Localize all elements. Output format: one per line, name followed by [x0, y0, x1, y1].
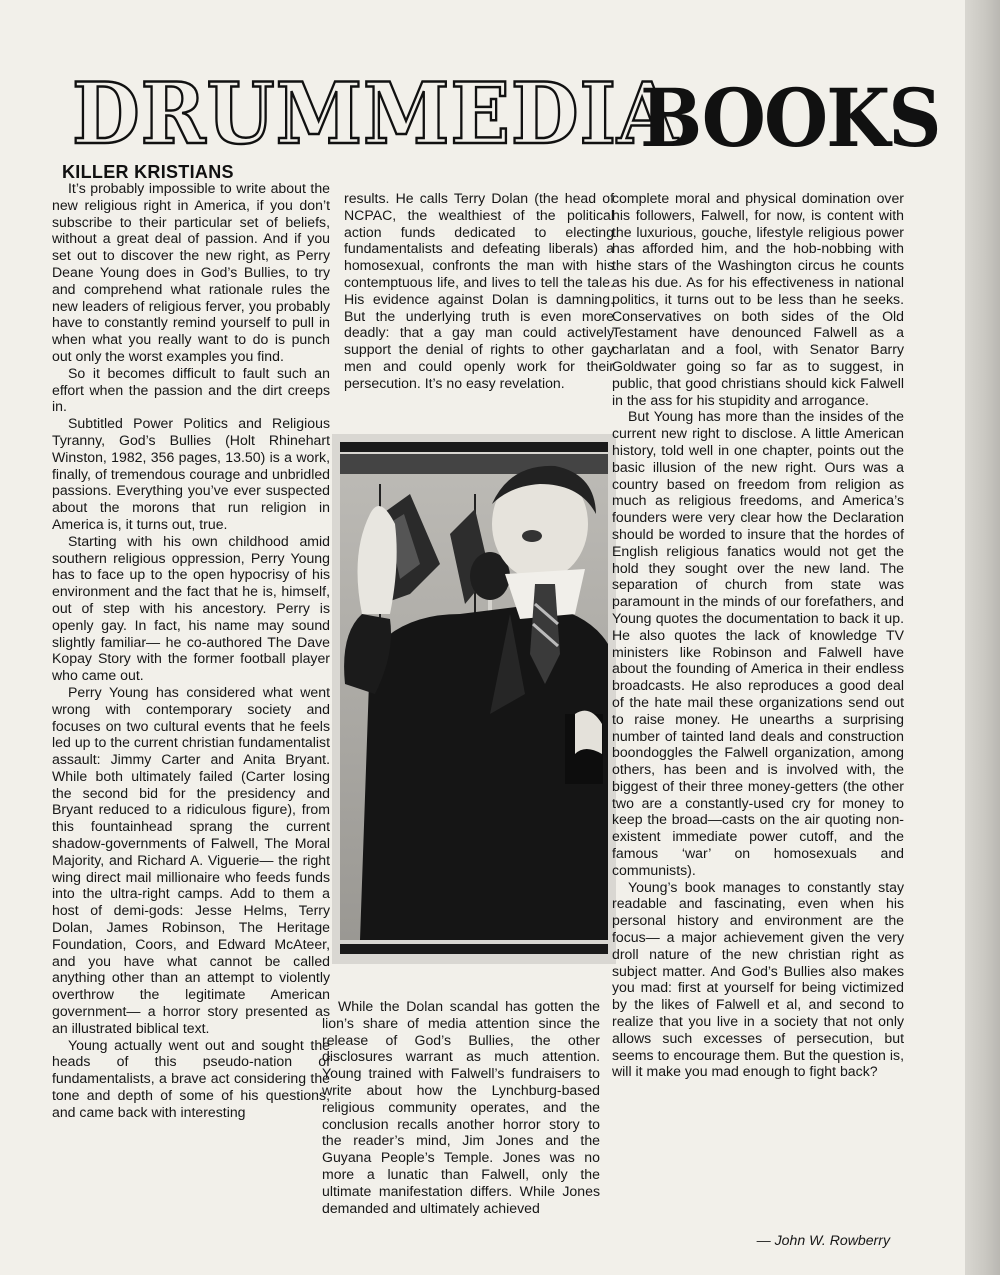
- paragraph: Young’s book manages to constantly stay readable and fascinating, even when his personal history and environment are the focus— a major achievement given the very droll nature of the new christian right as subject matter. And God’s Bullies also makes you mad: first at yourself for being victimized by the likes of Falwell et al, and second to realize that you live in a society that not only allows such excesses of persecution, but seems to encourage them. But the question is, will it make you mad enough to fight back?: [612, 878, 904, 1080]
- text-column-1: [52, 180, 330, 1121]
- text-column-2-top: [344, 190, 614, 392]
- page-spine-shadow: [965, 0, 1000, 1275]
- text-column-2-bottom: [322, 998, 600, 1216]
- photo-border-bar: [340, 442, 608, 452]
- author-byline: — John W. Rowberry: [756, 1232, 890, 1248]
- photo-border-bar: [340, 944, 608, 954]
- paragraph: complete moral and physical domination over his followers, Falwell, for now, is content with the luxurious, gouche, lifestyle religious power has afforded him, and the hob-nobbing with the stars of the Washington circus he counts as his due. As for his effectiveness in national politics, it turns out to be less than he seeks. Conservatives on both sides of the Old Testament have denounced Falwell as a charlatan and a fool, with Senator Barry Goldwater going so far as to suggest, in public, that good christians should kick Falwell in the ass for his stupidity and arrogance.: [612, 190, 904, 408]
- paragraph: Perry Young has considered what went wrong with contemporary society and focuses on two cultural events that he feels led up to the current christian fundamentalist assault: Jimmy Carter and Anita Bryant. While both ultimately failed (Carter losing the second bid for the presidency and Bryant reduced to a ridiculous figure), from this fountainhead sprang the current shadow-governments of Falwell, The Moral Majority, and Richard A. Viguerie— the right wing direct mail millionaire who feeds funds into the ultra-right camps. Add to them a host of demi-gods: Jesse Helms, Terry Dolan, James Robinson, The Heritage Foundation, Coors, and Edward McAteer, and you have what cannot be called anything other than an attempt to violently overthrow the legitimate American government— a horror story presented as an illustrated biblical text.: [52, 683, 330, 1036]
- preacher-photo: [340, 454, 608, 940]
- paragraph: Young actually went out and sought the heads of this pseudo-nation of fundamentalists, a brave act considering the tone and depth of some of his questions, and came back with interesting: [52, 1036, 330, 1120]
- paragraph: Starting with his own childhood amid southern religious oppression, Perry Young has to face up to the open hypocrisy of his environment and the fact that he is, himself, out of step with his ancestory. Perry is openly gay. In fact, his name may sound slightly familiar— he co-authored The Dave Kopay Story with the former football player who came out.: [52, 532, 330, 684]
- paragraph: It’s probably impossible to write about the new religious right in America, if you don’t subscribe to their particular set of beliefs, without a great deal of passion. And if you set out to discover the new right, as Perry Deane Young does in God’s Bullies, to try and comprehend what rationale rules the new leaders of religious ferver, you probably have to constantly remind yourself to pull in when what you really want to do is punch out only the worst examples you find.: [52, 180, 330, 364]
- paragraph: results. He calls Terry Dolan (the head of NCPAC, the wealthiest of the political action funds dedicated to electing fundamentalists and defeating liberals) a homosexual, confronts the man with his contemptuous life, and lives to tell the tale. His evidence against Dolan is damning. But the underlying truth is even more deadly: that a gay man could actively support the denial of rights to other gay men and could openly work for their persecution. It’s no easy revelation.: [344, 190, 614, 391]
- masthead-logo: DRUMMEDIA: [72, 64, 679, 163]
- paragraph: But Young has more than the insides of the current new right to disclose. A little American history, told well in one chapter, points out the basic illusion of the new right. Ours was a country based on freedom from religion as much as religious freedoms, and America’s founders were very clear how the Declaration should be worded to insure that the hordes of English religious fanatics would not get the hold they sought over the new land. The separation of church from state was paramount in the minds of our forefathers, and Young quotes the documentation to back it up. He also quotes the lack of knowledge TV ministers like Robinson and Falwell have about the founding of America in their endless broadcasts. He also reproduces a good deal of the hate mail these organizations send out to raise money. He unearths a surprising number of tainted land deals and construction boondoggles the Falwell organization, among others, has been and is involved with, the biggest of their three money-getters (the other two are a constantly-used cry for money to keep the broad—casts on the air quoting non-existent immediate power cutoff, and the famous ‘war’ on homosexuals and communists).: [612, 408, 904, 878]
- section-title: BOOKS: [640, 71, 940, 165]
- paragraph: While the Dolan scandal has gotten the lion’s share of media attention since the release of God’s Bullies, the other disclosures warrant as much attention. Young trained with Falwell’s fundraisers to write about how the Lynchburg-based religious community operates, and the conclusion recalls another horror story to the reader’s mind, Jim Jones and the Guyana People’s Temple. Jones was no more a lunatic than Falwell, only the ultimate manifestation differs. While Jones demanded and ultimately achieved: [322, 998, 600, 1216]
- photo-frame: [332, 434, 616, 964]
- text-column-3: [612, 190, 904, 1080]
- article-title: KILLER KRISTIANS: [62, 162, 234, 182]
- paragraph: So it becomes difficult to fault such an effort when the passion and the dirt creeps in.: [52, 364, 330, 415]
- paragraph: Subtitled Power Politics and Religious Tyranny, God’s Bullies (Holt Rhinehart Winston, 1982, 356 pages, 13.50) is a work, finally, of tremendous courage and unbridled passions. Everything you’ve ever suspected about the morons that run religion in America is, it turns out, true.: [52, 415, 330, 532]
- masthead-header: [72, 64, 940, 166]
